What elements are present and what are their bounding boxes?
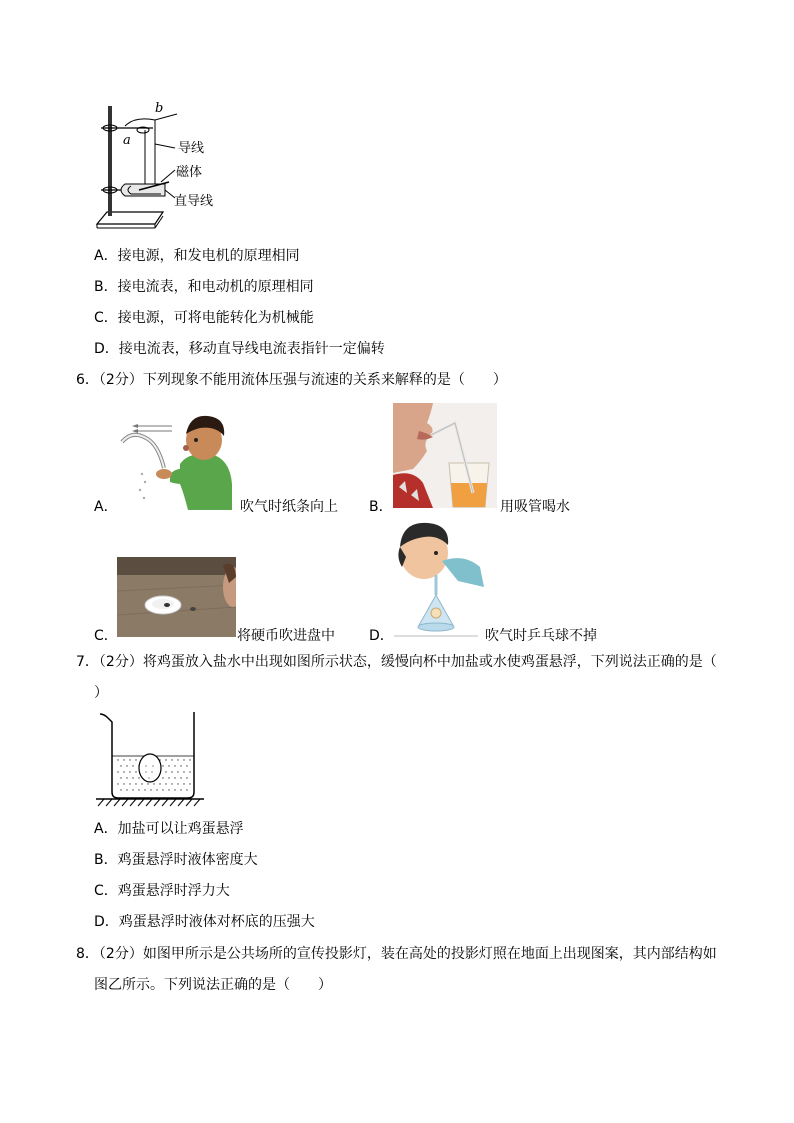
- q7-option-a: A．加盐可以让鸡蛋悬浮: [94, 821, 244, 837]
- q5-label-a: a: [123, 133, 131, 148]
- q5-apparatus-figure: [95, 100, 245, 232]
- q6-image-b-drinking-straw: [393, 403, 497, 508]
- q6-stem: 6．（2分）下列现象不能用流体压强与流速的关系来解释的是（ ）: [76, 372, 507, 388]
- q6-image-a-blowing-paper: [118, 404, 238, 510]
- q7-stem-line1: 7．（2分）将鸡蛋放入盐水中出现如图所示状态，缓慢向杯中加盐或水使鸡蛋悬浮，下列说法正确的是（: [76, 654, 717, 670]
- q7-stem-line2: ）: [94, 685, 108, 701]
- q7-option-b: B．鸡蛋悬浮时液体密度大: [94, 852, 258, 868]
- q6-option-a-letter: A．: [94, 499, 118, 515]
- q5-option-a: A．接电源，和发电机的原理相同: [94, 248, 300, 264]
- q8-stem-line2: 图乙所示。下列说法正确的是（ ）: [94, 977, 332, 993]
- q6-option-b-letter: B．: [369, 499, 393, 515]
- q5-option-b: B．接电流表，和电动机的原理相同: [94, 279, 314, 295]
- q6-option-c-letter: C．: [94, 628, 118, 644]
- q5-label-straight-wire: 直导线: [174, 194, 214, 209]
- q6-option-b-caption: 用吸管喝水: [500, 499, 570, 515]
- q7-option-c: C．鸡蛋悬浮时浮力大: [94, 883, 230, 899]
- q7-option-d: D．鸡蛋悬浮时液体对杯底的压强大: [94, 914, 315, 930]
- q5-label-b: b: [155, 101, 164, 116]
- q6-option-a-caption: 吹气时纸条向上: [240, 499, 338, 515]
- q5-label-wire: 导线: [178, 141, 205, 156]
- q5-option-d: D．接电流表，移动直导线电流表指针一定偏转: [94, 341, 385, 357]
- q6-image-d-funnel-pingpong: [388, 517, 484, 639]
- q8-stem-line1: 8．（2分）如图甲所示是公共场所的宣传投影灯，装在高处的投影灯照在地面上出现图案，其内部结构如: [76, 946, 717, 962]
- q6-option-c-caption: 将硬币吹进盘中: [237, 628, 335, 644]
- q6-option-d-caption: 吹气时乒乓球不掉: [485, 628, 597, 644]
- q6-option-d-letter: D．: [369, 628, 394, 644]
- q7-beaker-egg-figure: [94, 710, 206, 808]
- q5-label-magnet: 磁体: [176, 165, 203, 180]
- q5-option-c: C．接电源，可将电能转化为机械能: [94, 310, 314, 326]
- q6-image-c-coin-plate: [117, 557, 236, 637]
